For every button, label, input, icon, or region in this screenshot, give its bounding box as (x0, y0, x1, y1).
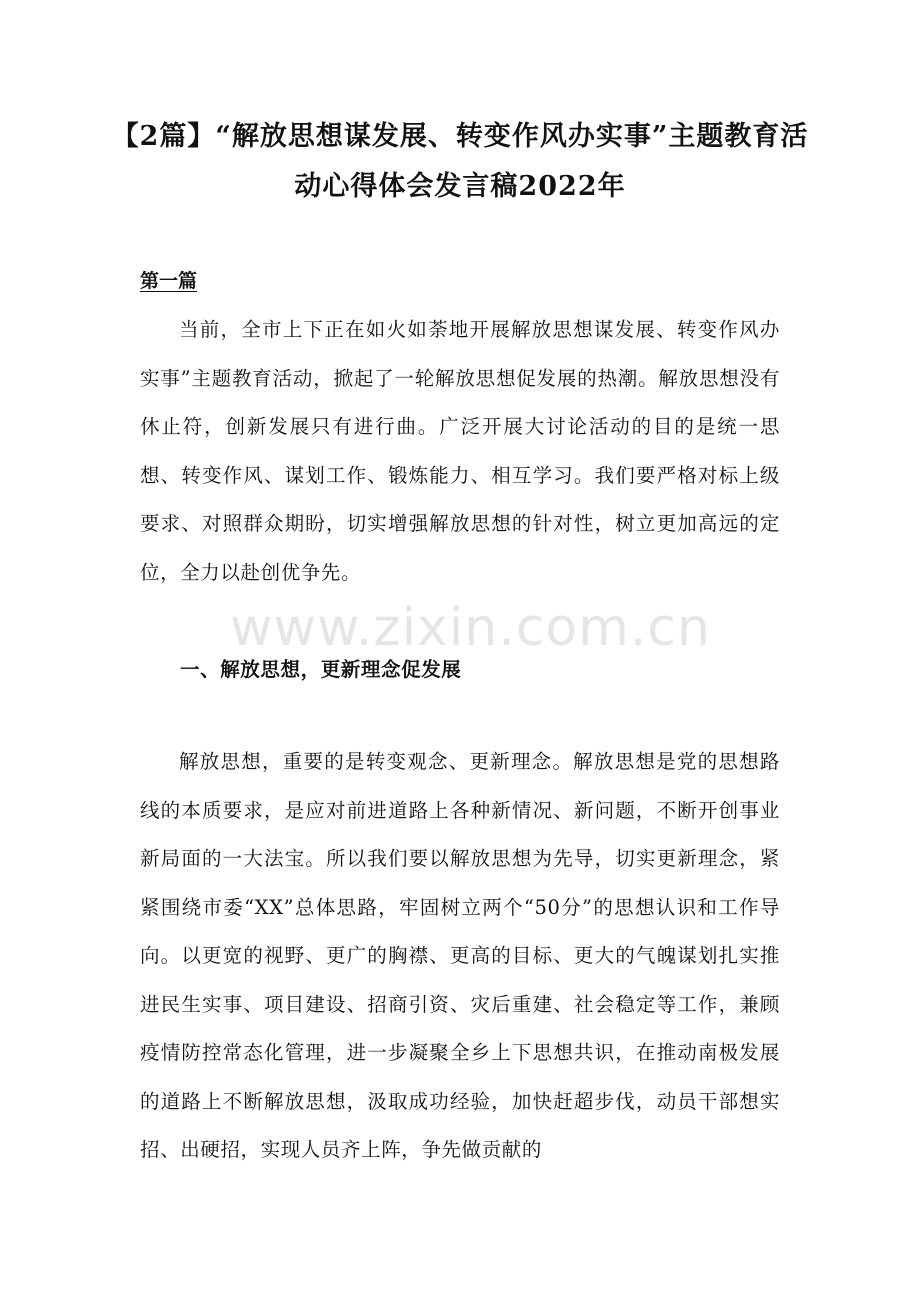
paragraph-2: 解放思想，重要的是转变观念、更新理念。解放思想是党的思想路线的本质要求，是应对前进道路上各种新情况、新问题，不断开创事业新局面的一大法宝。所以我们要以解放思想为先导，切实更新理念，紧紧围绕市委“XX”总体思路，牢固树立两个“50分”的思想认识和工作导向。以更宽的视野、更广的胸襟、更高的目标、更大的气魄谋划扎实推进民生实事、项目建设、招商引资、灾后重建、社会稳定等工作，兼顾疫情防控常态化管理，进一步凝聚全乡上下思想共识，在推动南极发展的道路上不断解放思想，汲取成功经验，加快赶超步伐，动员干部想实招、出硬招，实现人员齐上阵，争先做贡献的 (140, 750, 780, 1161)
section-heading: 第一篇 (140, 270, 198, 292)
sub-heading: 一、解放思想，更新理念促发展 (180, 658, 462, 681)
document-title: 【2篇】“解放思想谋发展、转变作风办实事”主题教育活动心得体会发言稿2022年 (111, 121, 809, 202)
paragraph-1: 当前，全市上下正在如火如荼地开展解放思想谋发展、转变作风办实事”主题教育活动，掀起了一轮解放思想促发展的热潮。解放思想没有休止符，创新发展只有进行曲。广泛开展大讨论活动的目的是统一思想、转变作风、谋划工作、锻炼能力、相互学习。我们要严格对标上级要求、对照群众期盼，切实增强解放思想的针对性，树立更加高远的定位，全力以赴创优争先。 (140, 318, 780, 584)
watermark: www.zixin.com.cn (230, 598, 711, 658)
